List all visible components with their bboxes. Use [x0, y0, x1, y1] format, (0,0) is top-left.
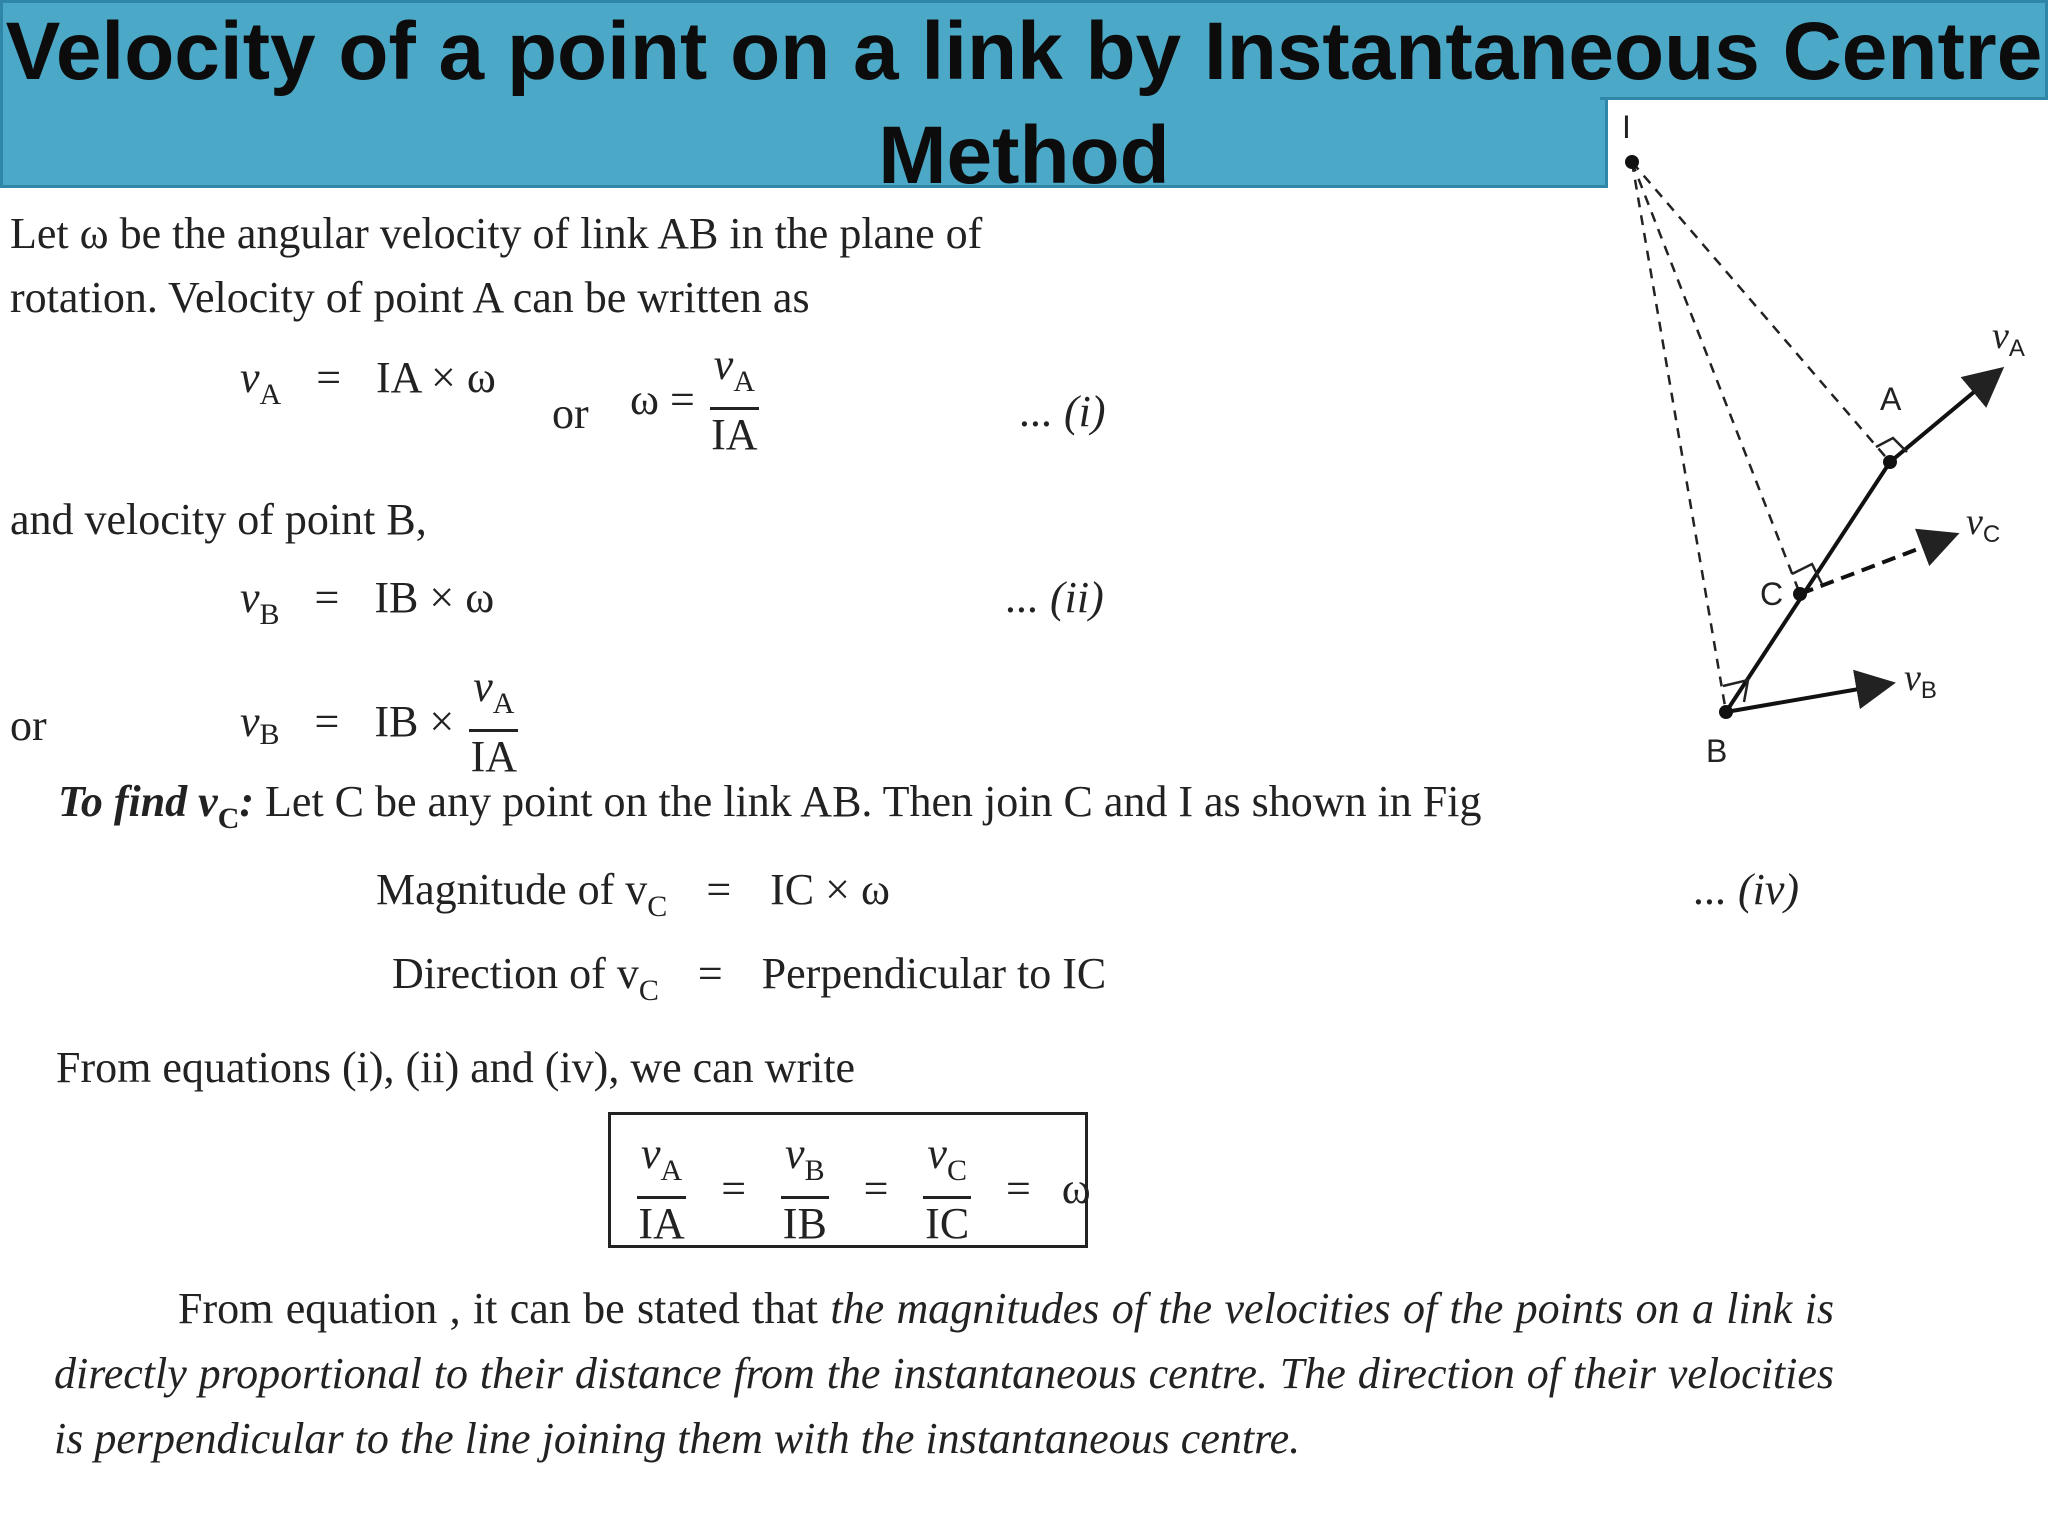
- eq1-tag: ... (i): [1020, 387, 1106, 436]
- label-a: A: [1880, 381, 1902, 417]
- page-title: Velocity of a point on a link by Instantaneous Centre Method: [5, 6, 2043, 201]
- box-f2-sub: B: [804, 1154, 825, 1187]
- eq2-lhs-sub: B: [259, 598, 280, 631]
- label-c: C: [1760, 576, 1784, 612]
- box-f1-sub: A: [660, 1154, 683, 1187]
- eq4-tag: ... (iv): [1694, 865, 1800, 914]
- point-c: [1793, 587, 1807, 601]
- eq2-tag: ... (ii): [1006, 573, 1104, 622]
- intro-line-1: Let ω be the angular velocity of link AB in the plane of: [10, 209, 983, 258]
- conclusion-normal: From equation , it can be stated that: [178, 1284, 831, 1333]
- eq1-rhs: IA × ω: [376, 353, 496, 402]
- point-b: [1719, 705, 1733, 719]
- eq3-den: IA: [470, 732, 518, 781]
- eq5-rhs: Perpendicular to IC: [761, 949, 1107, 998]
- link-ab: [1726, 462, 1890, 712]
- eq4-rhs: IC × ω: [770, 865, 890, 914]
- to-find-sub: C: [217, 802, 240, 835]
- dashed-line-ic: [1632, 162, 1800, 594]
- equation-4: Magnitude of $v_C$ = IC × ω: [376, 865, 890, 923]
- equation-3: $v_B$ = IB × $\frac{v_A}{IA}$: [240, 662, 518, 781]
- eq1-num-sub: A: [733, 365, 755, 398]
- eq1-or: or: [552, 389, 589, 438]
- eq3-num: v: [473, 662, 493, 711]
- to-find-text: Let C be any point on the link AB. Then join C and I as shown in Fig: [254, 777, 1482, 826]
- box-f2-num: v: [785, 1129, 805, 1178]
- eq2-rhs: IB × ω: [374, 573, 495, 622]
- boxed-content: $\frac{v_A}{IA}$ = $\frac{v_B}{IB}$ = $\frac{v_C}{IC}$ = ω: [638, 1129, 1091, 1248]
- equation-5: Direction of $v_C$ = Perpendicular to IC: [392, 949, 1107, 1007]
- eq4-label: Magnitude of v: [376, 865, 648, 914]
- point-a: [1883, 455, 1897, 469]
- to-find-label: To find v: [58, 777, 218, 826]
- eq1-den: IA: [711, 410, 758, 459]
- box-f3-den: IC: [925, 1199, 970, 1248]
- box-f1-den: IA: [638, 1199, 685, 1248]
- eq3-num-sub: A: [492, 687, 515, 720]
- eq1-lhs-sub: A: [259, 378, 282, 411]
- eq3-lhs-sub: B: [259, 718, 280, 752]
- box-f3-num: v: [927, 1129, 947, 1178]
- eq2-lhs: v: [240, 573, 260, 622]
- eq3-prefix: or: [10, 701, 47, 750]
- equation-2: $v_B$ = IB × ω: [240, 573, 495, 631]
- equation-1: $v_A$ = IA × ω: [240, 353, 496, 411]
- dashed-line-ia: [1632, 162, 1890, 462]
- label-va: $v_A$: [1992, 315, 2025, 362]
- box-f3-sub: C: [946, 1154, 967, 1187]
- velocity-arrow-a: [1890, 372, 1998, 462]
- eq1-num: v: [713, 340, 734, 389]
- dashed-line-ib: [1632, 162, 1726, 712]
- box-f1-num: v: [641, 1129, 661, 1178]
- box-f2-den: IB: [782, 1199, 827, 1248]
- velocity-arrow-b: [1726, 684, 1888, 712]
- to-find-colon: :: [239, 777, 255, 826]
- intro-line-2: rotation. Velocity of point A can be written as: [10, 273, 810, 322]
- label-vc: $v_C$: [1966, 501, 2001, 548]
- eq5-sub: C: [638, 974, 659, 1007]
- eq1-lhs: v: [240, 353, 260, 402]
- right-angle-c: [1792, 564, 1822, 584]
- from-equations: From equations (i), (ii) and (iv), we can write: [56, 1043, 856, 1092]
- eq3-lhs: v: [240, 697, 260, 746]
- eq4-sub: C: [647, 890, 668, 923]
- text-velocity-b: and velocity of point B,: [10, 495, 427, 544]
- conclusion-italic: the magnitudes of the velocities of the points on a link is directly proportional to their distance from the instantaneous centre. The direction of their velocities is perpendicular to the line joining them with the instantaneous centre.: [54, 1284, 1834, 1463]
- point-i: [1625, 155, 1639, 169]
- box-result: ω: [1061, 1164, 1091, 1213]
- eq5-label: Direction of v: [392, 949, 639, 998]
- label-vb: $v_B$: [1904, 657, 1937, 704]
- eq3-rhs: IB ×: [374, 697, 455, 746]
- label-b: B: [1706, 733, 1728, 769]
- label-i: I: [1622, 109, 1631, 145]
- eq1-omega: ω =: [630, 375, 695, 424]
